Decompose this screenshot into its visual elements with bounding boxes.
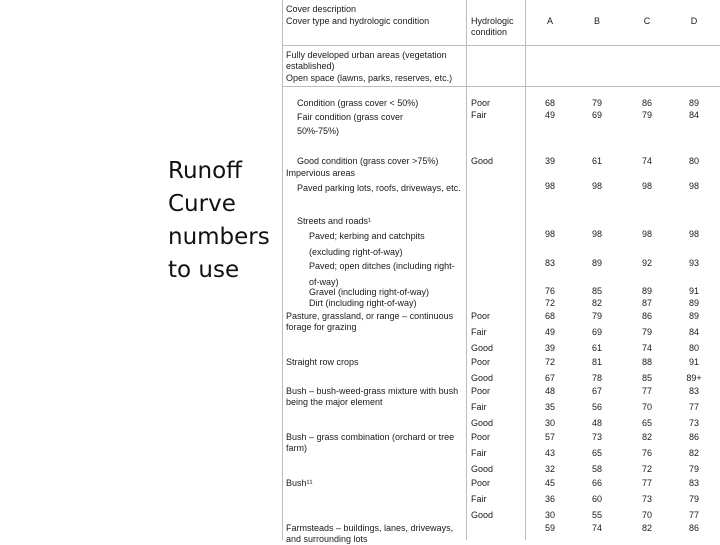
row-hydrologic-condition: Good xyxy=(471,418,494,428)
row-cn-c: 74 xyxy=(641,156,652,166)
desc-pasture: Pasture, grassland, or range – continuous forage for grazing xyxy=(286,311,454,332)
row-cn-c: 65 xyxy=(641,418,652,428)
row-hydrologic-condition: Fair xyxy=(471,110,487,120)
row-cn-c: 70 xyxy=(641,510,652,520)
row-cn-c: 98 xyxy=(641,229,652,239)
desc-bush-weed-grass: Bush – bush-weed-grass mixture with bush being the major element xyxy=(286,386,459,407)
desc-good-condition: Good condition (grass cover >75%) xyxy=(297,156,439,166)
row-cn-b: 85 xyxy=(591,286,602,296)
row-hydrologic-condition: Good xyxy=(471,343,494,353)
row-hydrologic-condition: Poor xyxy=(471,432,491,442)
row-cn-a: 49 xyxy=(544,110,555,120)
row-cn-b: 78 xyxy=(591,373,602,383)
row-cn-d: 89 xyxy=(688,98,699,108)
row-cn-a: 35 xyxy=(544,402,555,412)
desc-dirt: Dirt (including right-of-way) xyxy=(309,298,417,308)
row-cn-a: 45 xyxy=(544,478,555,488)
header-soil-b: B xyxy=(593,16,600,26)
desc-fair-condition: Fair condition (grass cover 50%-75%) xyxy=(297,112,404,136)
header-soil-a: A xyxy=(546,16,553,26)
row-hydrologic-condition: Fair xyxy=(471,494,487,504)
row-cn-b: 69 xyxy=(591,327,602,337)
row-cn-a: 83 xyxy=(544,258,555,268)
row-hydrologic-condition: Poor xyxy=(471,311,491,321)
row-cn-b: 98 xyxy=(591,181,602,191)
row-hydrologic-condition: Poor xyxy=(471,98,491,108)
row-cn-c: 77 xyxy=(641,478,652,488)
row-cn-b: 61 xyxy=(591,343,602,353)
desc-open-space: Open space (lawns, parks, reserves, etc.) xyxy=(286,73,453,83)
row-cn-a: 76 xyxy=(544,286,555,296)
row-cn-b: 81 xyxy=(591,357,602,367)
row-cn-c: 85 xyxy=(641,373,652,383)
row-cn-b: 66 xyxy=(591,478,602,488)
desc-gravel: Gravel (including right-of-way) xyxy=(309,287,430,297)
row-cn-d: 82 xyxy=(688,448,699,458)
desc-paved-kerbing: Paved; kerbing and catchpits (excluding right-of-way) xyxy=(309,231,425,257)
row-cn-a: 39 xyxy=(544,343,555,353)
row-hydrologic-condition: Good xyxy=(471,510,494,520)
desc-farmsteads: Farmsteads – buildings, lanes, driveways, and surrounding lots xyxy=(286,523,454,544)
desc-streets-roads: Streets and roads¹ xyxy=(297,216,372,226)
row-cn-a: 48 xyxy=(544,386,555,396)
row-cn-b: 79 xyxy=(591,98,602,108)
row-cn-c: 73 xyxy=(641,494,652,504)
row-cn-c: 76 xyxy=(641,448,652,458)
row-cn-d: 89 xyxy=(688,298,699,308)
row-cn-d: 91 xyxy=(688,357,699,367)
row-cn-b: 74 xyxy=(591,523,602,533)
row-cn-b: 61 xyxy=(591,156,602,166)
row-cn-b: 56 xyxy=(591,402,602,412)
row-cn-c: 70 xyxy=(641,402,652,412)
row-cn-b: 73 xyxy=(591,432,602,442)
row-cn-a: 72 xyxy=(544,298,555,308)
table-divider-desc xyxy=(466,0,467,540)
table-border-left xyxy=(282,0,283,540)
row-cn-d: 80 xyxy=(688,156,699,166)
row-hydrologic-condition: Poor xyxy=(471,386,491,396)
desc-bush-grass: Bush – grass combination (orchard or tree farm) xyxy=(286,432,455,453)
row-cn-a: 39 xyxy=(544,156,555,166)
row-cn-d: 89+ xyxy=(686,373,702,383)
row-cn-d: 98 xyxy=(688,229,699,239)
row-cn-a: 30 xyxy=(544,418,555,428)
row-cn-d: 84 xyxy=(688,110,699,120)
row-cn-c: 86 xyxy=(641,311,652,321)
row-cn-c: 86 xyxy=(641,98,652,108)
row-hydrologic-condition: Fair xyxy=(471,402,487,412)
row-cn-c: 79 xyxy=(641,327,652,337)
row-cn-a: 68 xyxy=(544,98,555,108)
row-cn-a: 59 xyxy=(544,523,555,533)
row-cn-d: 91 xyxy=(688,286,699,296)
desc-condition-poor: Condition (grass cover < 50%) xyxy=(297,98,419,108)
row-cn-a: 32 xyxy=(544,464,555,474)
row-cn-c: 79 xyxy=(641,110,652,120)
row-cn-b: 58 xyxy=(591,464,602,474)
row-cn-a: 98 xyxy=(544,181,555,191)
row-cn-d: 86 xyxy=(688,523,699,533)
row-cn-d: 77 xyxy=(688,402,699,412)
table-divider-cond xyxy=(525,0,526,540)
row-cn-d: 79 xyxy=(688,494,699,504)
row-cn-c: 74 xyxy=(641,343,652,353)
row-cn-c: 88 xyxy=(641,357,652,367)
row-cn-a: 43 xyxy=(544,448,555,458)
row-cn-a: 68 xyxy=(544,311,555,321)
row-cn-b: 89 xyxy=(591,258,602,268)
row-cn-c: 89 xyxy=(641,286,652,296)
desc-bush: Bush¹¹ xyxy=(286,478,313,488)
row-hydrologic-condition: Poor xyxy=(471,478,491,488)
row-cn-b: 98 xyxy=(591,229,602,239)
row-cn-a: 72 xyxy=(544,357,555,367)
row-cn-d: 89 xyxy=(688,311,699,321)
row-cn-a: 98 xyxy=(544,229,555,239)
header-soil-d: D xyxy=(690,16,698,26)
desc-impervious-areas: Impervious areas xyxy=(286,168,356,178)
row-cn-b: 67 xyxy=(591,386,602,396)
row-hydrologic-condition: Good xyxy=(471,464,494,474)
row-cn-c: 98 xyxy=(641,181,652,191)
row-cn-b: 82 xyxy=(591,298,602,308)
row-cn-d: 98 xyxy=(688,181,699,191)
row-hydrologic-condition: Fair xyxy=(471,327,487,337)
row-cn-a: 36 xyxy=(544,494,555,504)
header-cover-type: Cover type and hydrologic condition xyxy=(286,16,430,26)
row-cn-c: 92 xyxy=(641,258,652,268)
desc-fully-developed: Fully developed urban areas (vegetation established) xyxy=(286,50,447,71)
row-cn-a: 49 xyxy=(544,327,555,337)
row-cn-d: 84 xyxy=(688,327,699,337)
header-divider xyxy=(282,45,720,46)
row-hydrologic-condition: Poor xyxy=(471,357,491,367)
desc-paved-lots: Paved parking lots, roofs, driveways, etc. xyxy=(297,183,461,193)
desc-straight-row-crops: Straight row crops xyxy=(286,357,359,367)
header-soil-c: C xyxy=(643,16,651,26)
row-cn-c: 82 xyxy=(641,523,652,533)
row-cn-d: 79 xyxy=(688,464,699,474)
row-cn-c: 87 xyxy=(641,298,652,308)
row-cn-c: 77 xyxy=(641,386,652,396)
row-cn-a: 30 xyxy=(544,510,555,520)
row-cn-b: 48 xyxy=(591,418,602,428)
header-cover-description: Cover description xyxy=(286,4,357,14)
row-cn-b: 55 xyxy=(591,510,602,520)
row-cn-d: 83 xyxy=(688,386,699,396)
row-cn-d: 93 xyxy=(688,258,699,268)
row-hydrologic-condition: Good xyxy=(471,156,494,166)
row-cn-d: 86 xyxy=(688,432,699,442)
row-cn-c: 82 xyxy=(641,432,652,442)
row-hydrologic-condition: Fair xyxy=(471,448,487,458)
row-cn-a: 57 xyxy=(544,432,555,442)
row-cn-a: 67 xyxy=(544,373,555,383)
row-cn-b: 60 xyxy=(591,494,602,504)
row-cn-d: 77 xyxy=(688,510,699,520)
slide-title: Runoff Curve numbers to use xyxy=(168,158,270,283)
desc-paved-ditches: Paved; open ditches (including right-of-way) xyxy=(309,261,455,287)
row-cn-c: 72 xyxy=(641,464,652,474)
row-cn-d: 83 xyxy=(688,478,699,488)
row-cn-d: 73 xyxy=(688,418,699,428)
header-hydrologic-condition: Hydrologic condition xyxy=(471,16,514,37)
row-cn-b: 69 xyxy=(591,110,602,120)
row-cn-b: 65 xyxy=(591,448,602,458)
row-hydrologic-condition: Good xyxy=(471,373,494,383)
row-cn-d: 80 xyxy=(688,343,699,353)
row-cn-b: 79 xyxy=(591,311,602,321)
section-divider xyxy=(282,86,720,87)
